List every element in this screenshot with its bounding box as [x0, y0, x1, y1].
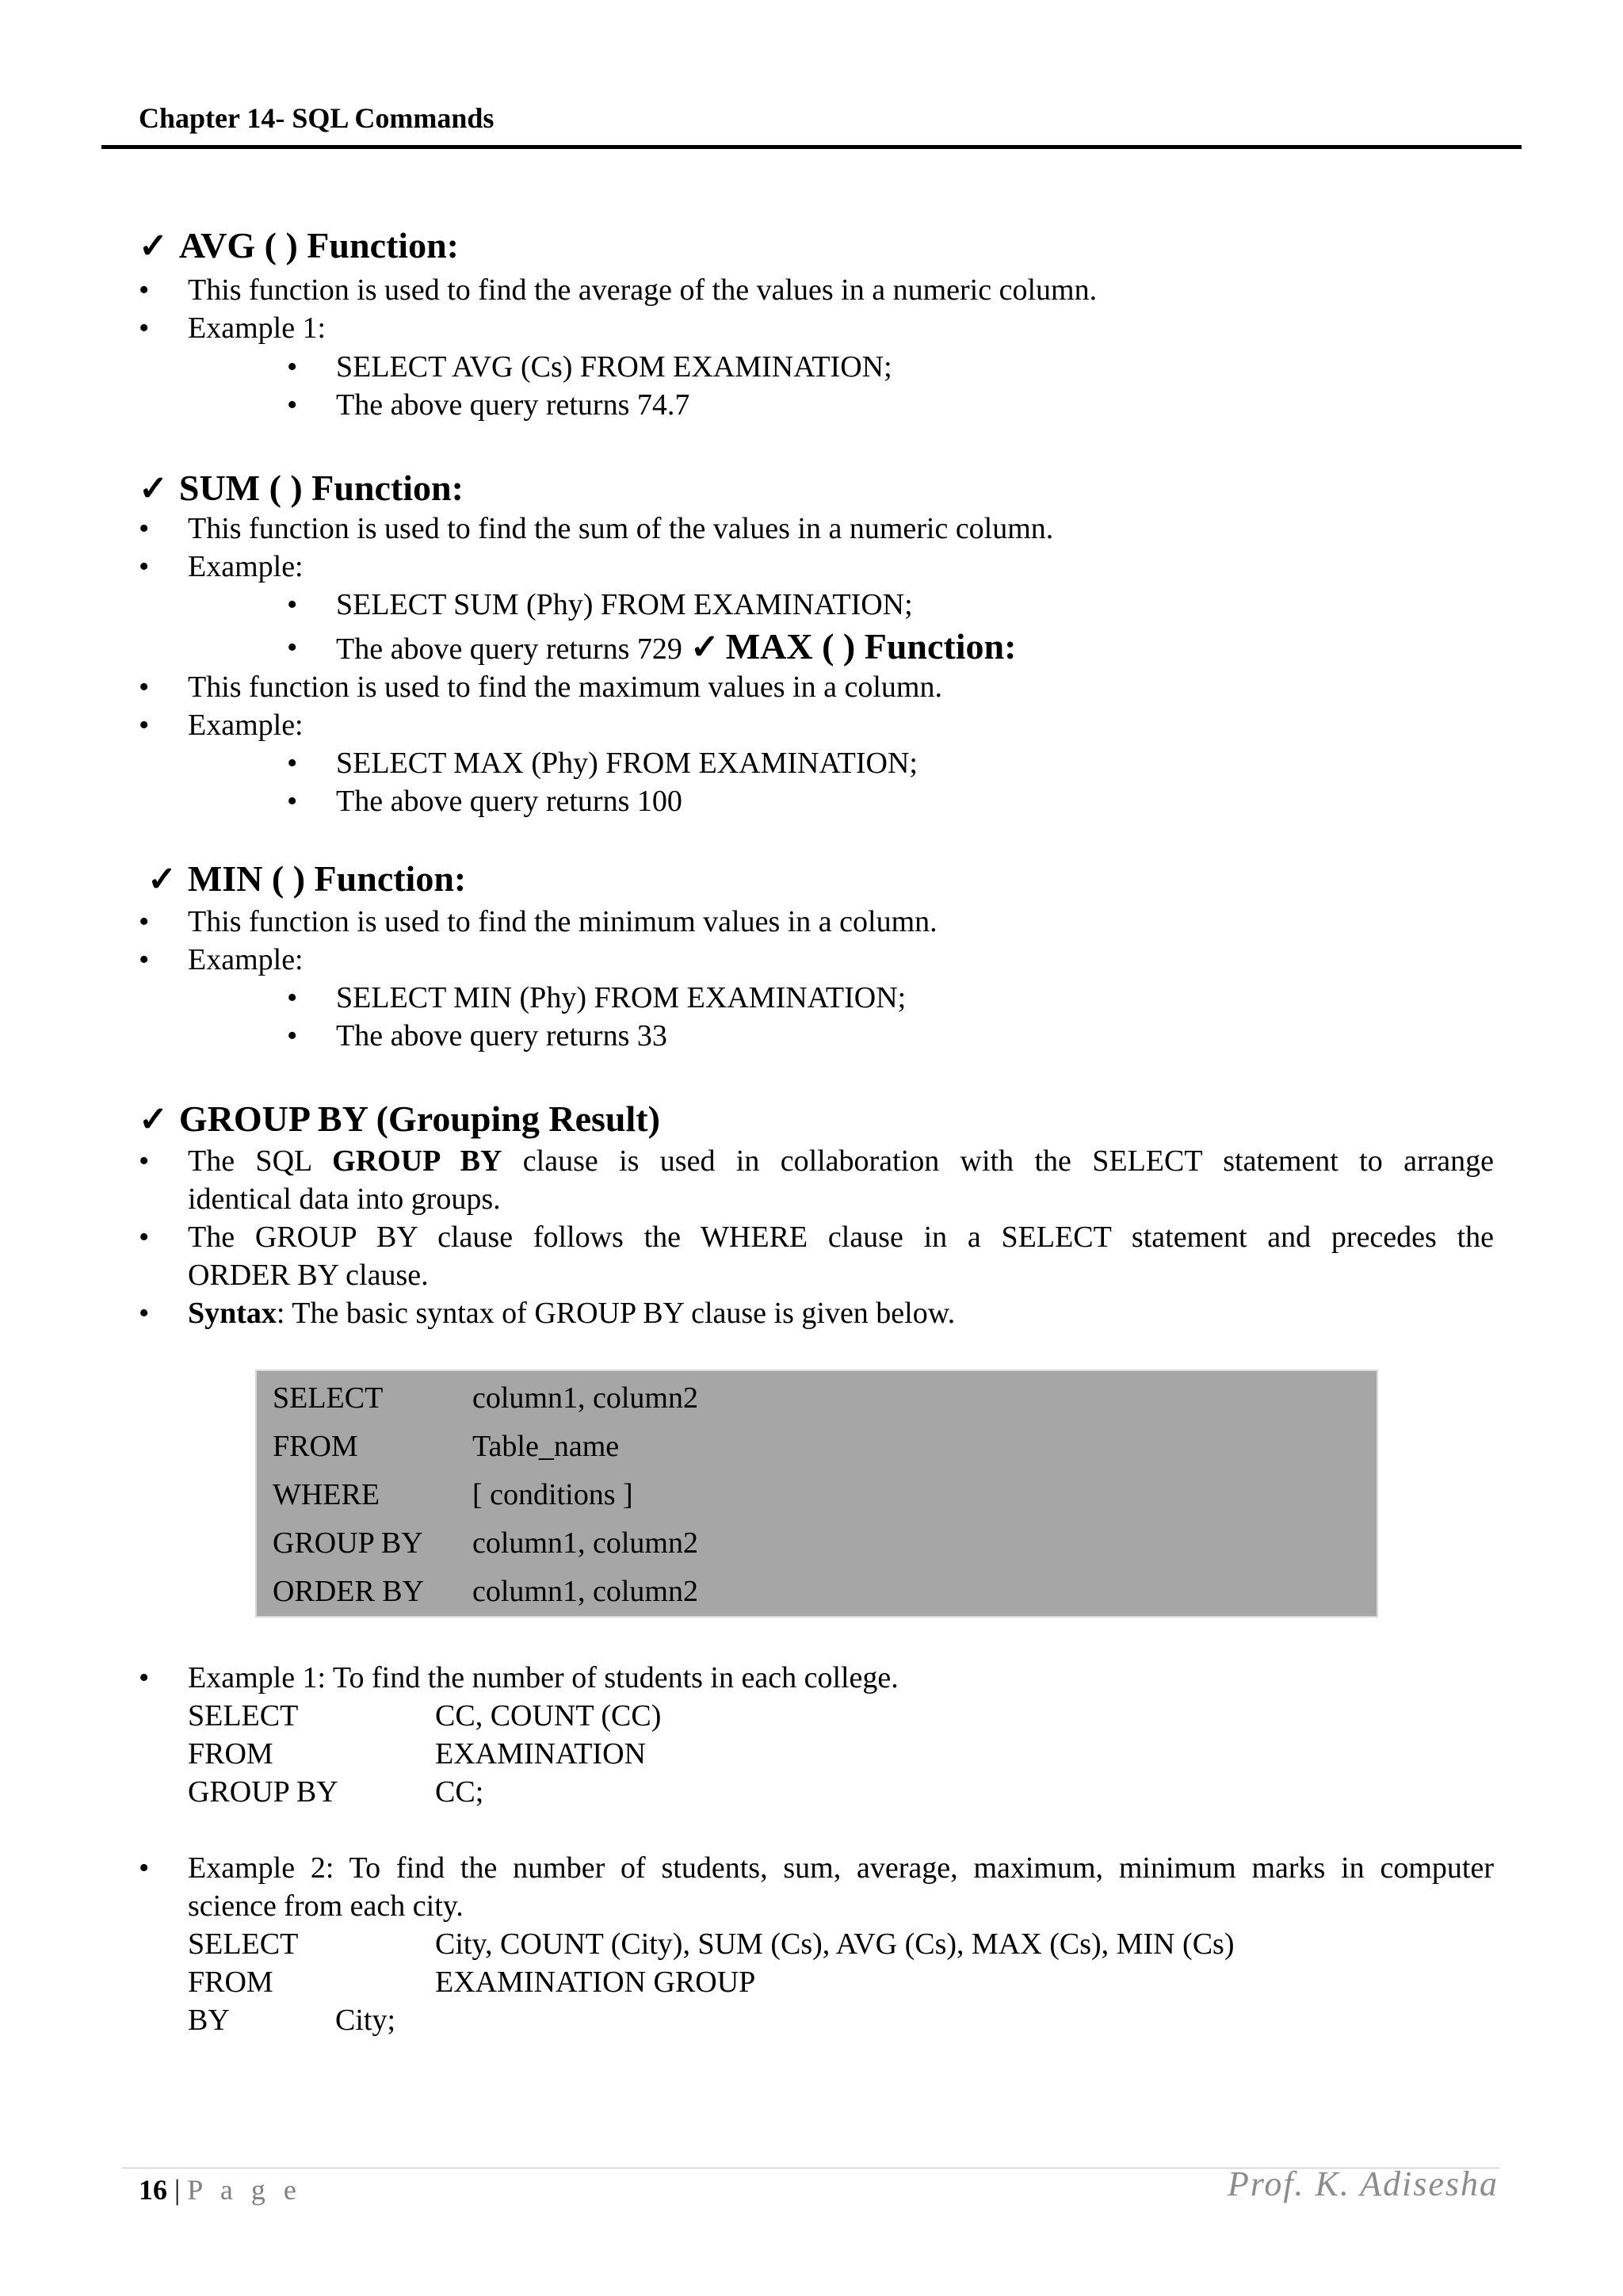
min-query: SELECT MIN (Phy) FROM EXAMINATION; [336, 981, 907, 1014]
bullet-icon: • [139, 1144, 150, 1178]
page-word: P a g e [187, 2174, 302, 2206]
header-rule [101, 145, 1522, 149]
example1-text: Example 1: To find the number of students in each college. [188, 1661, 899, 1694]
syntax-keyword: GROUP BY [273, 1526, 423, 1560]
syntax-label: Syntax [188, 1297, 277, 1330]
example1-keyword: GROUP BY [188, 1775, 338, 1809]
bullet-icon: • [287, 631, 298, 664]
syntax-keyword: ORDER BY [273, 1575, 425, 1608]
page-separator: | [167, 2174, 188, 2206]
bullet-icon: • [287, 1019, 298, 1052]
example2-value: EXAMINATION GROUP [435, 1966, 756, 1999]
groupby-heading-text: GROUP BY (Grouping Result) [178, 1098, 660, 1139]
syntax-value: [ conditions ] [472, 1478, 633, 1511]
avg-example-label: Example 1: [188, 311, 327, 345]
avg-description: This function is used to find the average of the values in a numeric column. [188, 273, 1098, 307]
sum-result: The above query returns 729 [336, 632, 682, 666]
groupby-syntax-line [188, 1296, 955, 1331]
check-icon: ✓ [139, 469, 168, 508]
check-icon: ✓ [139, 1100, 168, 1139]
groupby-para2-line2: ORDER BY clause. [188, 1259, 429, 1292]
syntax-keyword: FROM [273, 1430, 358, 1463]
bullet-icon: • [139, 1297, 150, 1330]
bullet-icon: • [287, 588, 298, 621]
avg-query: SELECT AVG (Cs) FROM EXAMINATION; [336, 350, 892, 384]
min-heading-text: MIN ( ) Function: [187, 858, 467, 899]
bullet-icon: • [139, 273, 150, 307]
groupby-para1-line2: identical data into groups. [188, 1182, 501, 1216]
bullet-icon: • [139, 1221, 150, 1254]
max-result: The above query returns 100 [336, 785, 682, 818]
bullet-icon: • [287, 388, 298, 422]
example1-value: CC, COUNT (CC) [435, 1699, 662, 1733]
syntax-value: Table_name [472, 1430, 620, 1463]
example2-value: City, COUNT (City), SUM (Cs), AVG (Cs), MAX (Cs), MIN (Cs) [435, 1927, 1235, 1961]
syntax-keyword: WHERE [273, 1478, 380, 1511]
max-heading: MAX ( ) Function: [725, 626, 1017, 667]
min-result: The above query returns 33 [336, 1019, 667, 1052]
bullet-icon: • [139, 550, 150, 583]
groupby-para2-line1: The GROUP BY clause follows the WHERE clause in a SELECT statement and precedes the [188, 1221, 1494, 1254]
example2-value: City; [335, 2004, 396, 2037]
sum-heading-text: SUM ( ) Function: [178, 468, 464, 508]
example1-keyword: SELECT [188, 1699, 299, 1733]
example2-text-line2: science from each city. [188, 1889, 464, 1923]
bullet-icon: • [287, 747, 298, 780]
syntax-box [255, 1370, 1378, 1618]
max-description: This function is used to find the maximum values in a column. [188, 670, 942, 704]
max-query: SELECT MAX (Phy) FROM EXAMINATION; [336, 747, 918, 780]
groupby-para1-post: clause is used in collaboration with the SELECT statement to arrange [522, 1144, 1495, 1178]
bullet-icon: • [139, 670, 150, 704]
max-example-label: Example: [188, 709, 304, 742]
bullet-icon: • [139, 1661, 150, 1694]
bullet-icon: • [287, 350, 298, 384]
syntax-text: : The basic syntax of GROUP BY clause is given below. [276, 1297, 956, 1330]
syntax-keyword: SELECT [273, 1381, 384, 1415]
sum-result-line [336, 625, 1016, 667]
bullet-icon: • [287, 981, 298, 1014]
avg-heading-text: AVG ( ) Function: [178, 225, 459, 266]
groupby-heading [139, 1098, 660, 1140]
groupby-keyword: GROUP BY [332, 1144, 502, 1178]
syntax-value: column1, column2 [472, 1575, 698, 1608]
example2-keyword: SELECT [188, 1927, 299, 1961]
check-icon: ✓ [139, 227, 168, 266]
min-example-label: Example: [188, 943, 304, 976]
bullet-icon: • [139, 311, 150, 345]
sum-description: This function is used to find the sum of the values in a numeric column. [188, 512, 1054, 545]
sum-query: SELECT SUM (Phy) FROM EXAMINATION; [336, 588, 913, 621]
sum-heading [139, 467, 464, 509]
example1-keyword: FROM [188, 1737, 273, 1771]
bullet-icon: • [139, 512, 150, 545]
syntax-value: column1, column2 [472, 1381, 698, 1415]
groupby-para1-line1 [188, 1144, 1494, 1179]
groupby-para1-pre: The SQL [188, 1144, 311, 1178]
avg-result: The above query returns 74.7 [336, 388, 690, 422]
check-icon: ✓ [147, 860, 177, 899]
bullet-icon: • [139, 943, 150, 976]
bullet-icon: • [139, 1851, 150, 1885]
example2-keyword: FROM [188, 1966, 273, 1999]
footer-page-label [139, 2173, 302, 2206]
example1-value: EXAMINATION [435, 1737, 646, 1771]
page-number: 16 [139, 2174, 167, 2206]
bullet-icon: • [139, 709, 150, 742]
avg-heading [139, 224, 459, 266]
chapter-title: Chapter 14- SQL Commands [139, 102, 495, 134]
min-heading [147, 858, 466, 900]
check-icon: ✓ [689, 628, 720, 667]
syntax-value: column1, column2 [472, 1526, 698, 1560]
example2-keyword: BY [188, 2004, 230, 2037]
bullet-icon: • [287, 785, 298, 818]
example2-text-line1: Example 2: To find the number of students, sum, average, maximum, minimum marks in computer [188, 1851, 1494, 1885]
example1-value: CC; [435, 1775, 484, 1809]
bullet-icon: • [139, 905, 150, 938]
sum-example-label: Example: [188, 550, 304, 583]
footer-author: Prof. K. Adisesha [1227, 2164, 1499, 2203]
min-description: This function is used to find the minimum values in a column. [188, 905, 938, 938]
